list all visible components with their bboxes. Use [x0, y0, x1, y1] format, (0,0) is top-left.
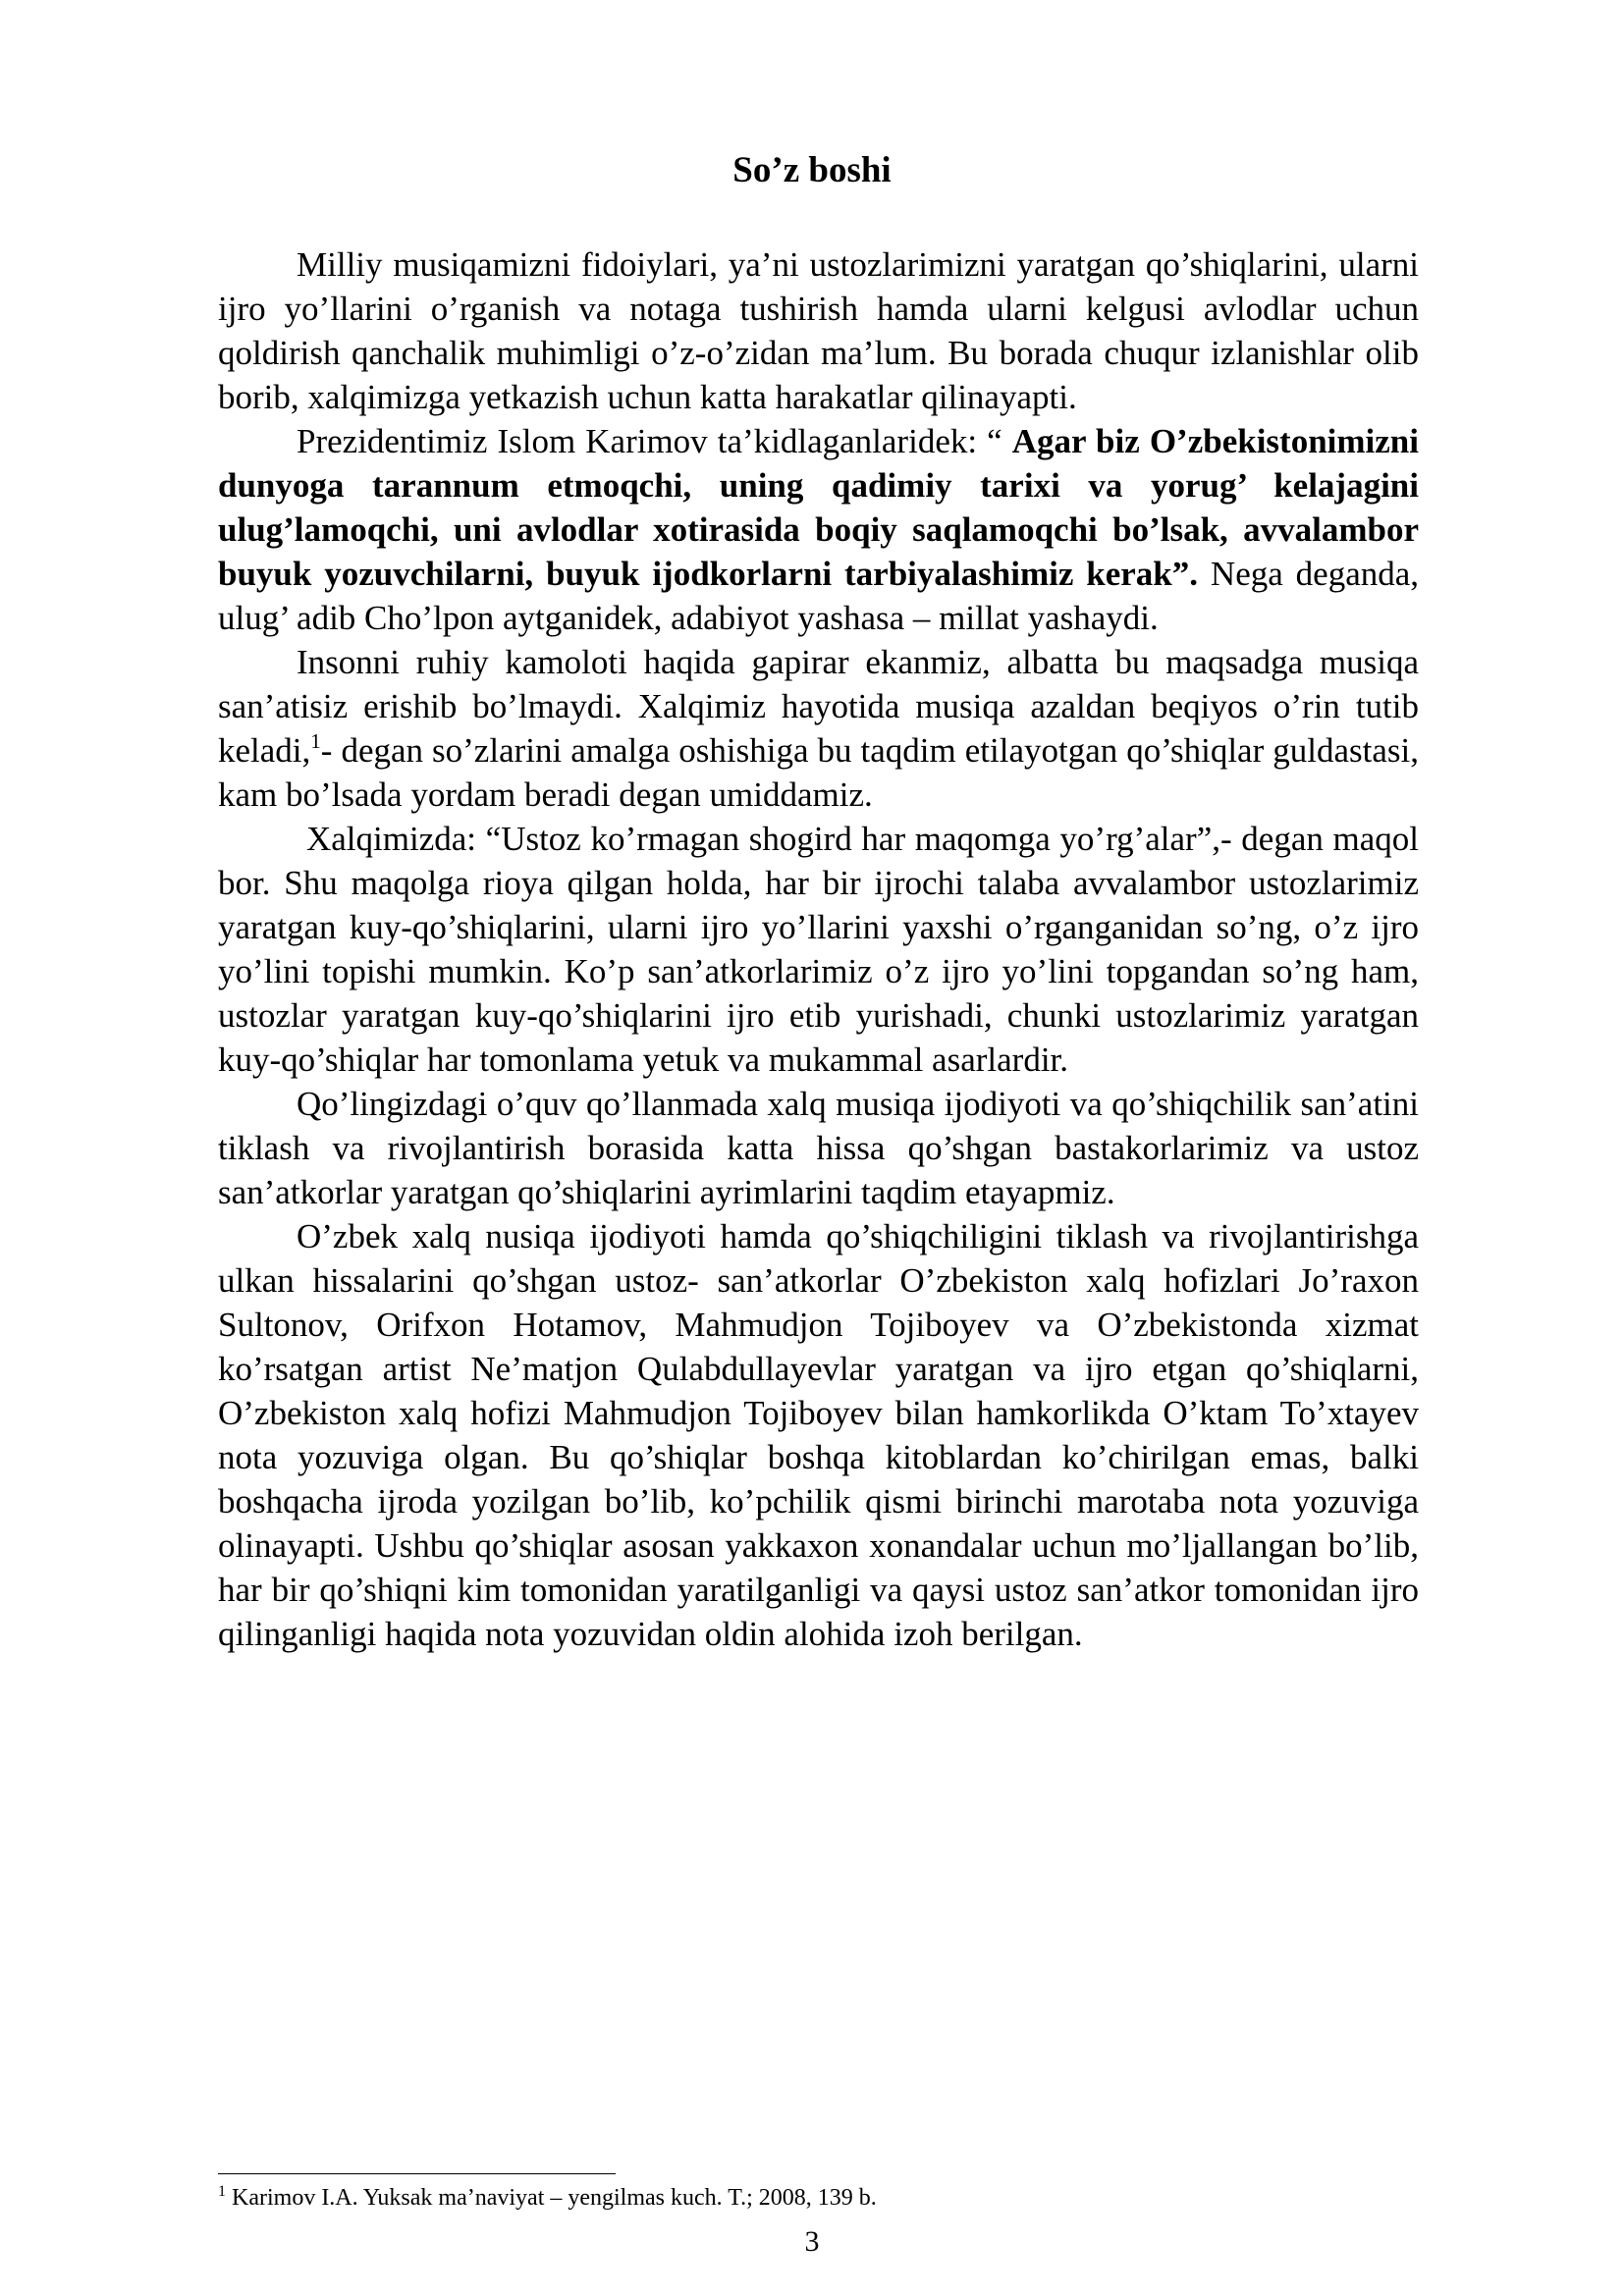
footnote-text: Karimov I.A. Yuksak ma’naviyat – yengilmas kuch. T.; 2008, 139 b. — [226, 2185, 877, 2211]
footnote-reference: 1 — [310, 729, 321, 753]
paragraph-2 — [218, 419, 1419, 640]
president-quote: Agar biz O’zbekistonimizni dunyoga tarannum etmoqchi, uning qadimiy tarixi va yorug’ kelajagini ulug’lamoqchi, uni avlodlar xotirasida boqiy saqlamoqchi bo’lsak, avvalambor buyuk yozuvchilarni, buyuk ijodkorlarni tarbiyalashimiz kerak”. — [218, 422, 1419, 593]
footnote — [218, 2183, 1419, 2213]
paragraph-2-intro: Prezidentimiz Islom Karimov ta’kidlaganlaridek: “ — [297, 422, 1012, 460]
footnote-divider — [218, 2173, 616, 2174]
paragraph-6: O’zbek xalq nusiqa ijodiyoti hamda qo’shiqchiligini tiklash va rivojlantirishga ulkan hissalarini qo’shgan ustoz- san’atkorlar O’zbekiston xalq hofizlari Jo’raxon Sultonov, Orifxon Hotamov, Mahmudjon Tojiboyev va O’zbekistonda xizmat ko’rsatgan artist Ne’matjon Qulabdullayevlar yaratgan va ijro etgan qo’shiqlarni, O’zbekiston xalq hofizi Mahmudjon Tojiboyev bilan hamkorlikda O’ktam To’xtayev nota yozuviga olgan. Bu qo’shiqlar boshqa kitoblardan ko’chirilgan emas, balki boshqacha ijroda yozilgan bo’lib, ko’pchilik qismi birinchi marotaba nota yozuviga olinayapti. Ushbu qo’shiqlar asosan yakkaxon xonandalar uchun mo’ljallangan bo’lib, har bir qo’shiqni kim tomonidan yaratilganligi va qaysi ustoz san’atkor tomonidan ijro qilinganligi haqida nota yozuvidan oldin alohida izoh berilgan. — [218, 1217, 1419, 1653]
page-number: 3 — [804, 2225, 820, 2258]
paragraph-3 — [218, 640, 1419, 817]
footnote-marker: 1 — [218, 2183, 226, 2200]
body-text — [218, 242, 1419, 1656]
page-title: So’z boshi — [732, 150, 892, 190]
paragraph-2-rest: Nega deganda, ulug’ adib Cho’lpon aytganidek, adabiyot yashasa – millat yashaydi. — [218, 555, 1420, 637]
paragraph-3-after: - degan so’zlarini amalga oshishiga bu taqdim etilayotgan qo’shiqlar guldastasi, kam bo’lsada yordam beradi degan umiddamiz. — [218, 731, 1419, 814]
paragraph-3-before: Insonni ruhiy kamoloti haqida gapirar ekanmiz, albatta bu maqsadga musiqa san’atisiz erishib bo’lmaydi. Xalqimiz hayotida musiqa azaldan beqiyos o’rin tutib keladi, — [218, 643, 1419, 770]
paragraph-1: Milliy musiqamizni fidoiylari, ya’ni ustozlarimizni yaratgan qo’shiqlarini, ularni ijro yo’llarini o’rganish va notaga tushirish hamda ularni kelgusi avlodlar uchun qoldirish qanchalik muhimligi o’z-o’zidan ma’lum. Bu borada chuqur izlanishlar olib borib, xalqimizga yetkazish uchun katta harakatlar qilinayapti. — [218, 245, 1419, 416]
paragraph-4: Xalqimizda: “Ustoz ko’rmagan shogird har maqomga yo’rg’alar”,- degan maqol bor. Shu maqolga rioya qilgan holda, har bir ijrochi talaba avvalambor ustozlarimiz yaratgan kuy-qo’shiqlarini, ularni ijro yo’llarini yaxshi o’rganganidan so’ng, o’z ijro yo’lini topishi mumkin. Ko’p san’atkorlarimiz o’z ijro yo’lini topgandan so’ng ham, ustozlar yaratgan kuy-qo’shiqlarini ijro etib yurishadi, chunki ustozlarimiz yaratgan kuy-qo’shiqlar har tomonlama yetuk va mukammal asarlardir. — [218, 820, 1419, 1079]
paragraph-5: Qo’lingizdagi o’quv qo’llanmada xalq musiqa ijodiyoti va qo’shiqchilik san’atini tiklash va rivojlantirish borasida katta hissa qo’shgan bastakorlarimiz va ustoz san’atkorlar yaratgan qo’shiqlarini ayrimlarini taqdim etayapmiz. — [218, 1085, 1419, 1211]
